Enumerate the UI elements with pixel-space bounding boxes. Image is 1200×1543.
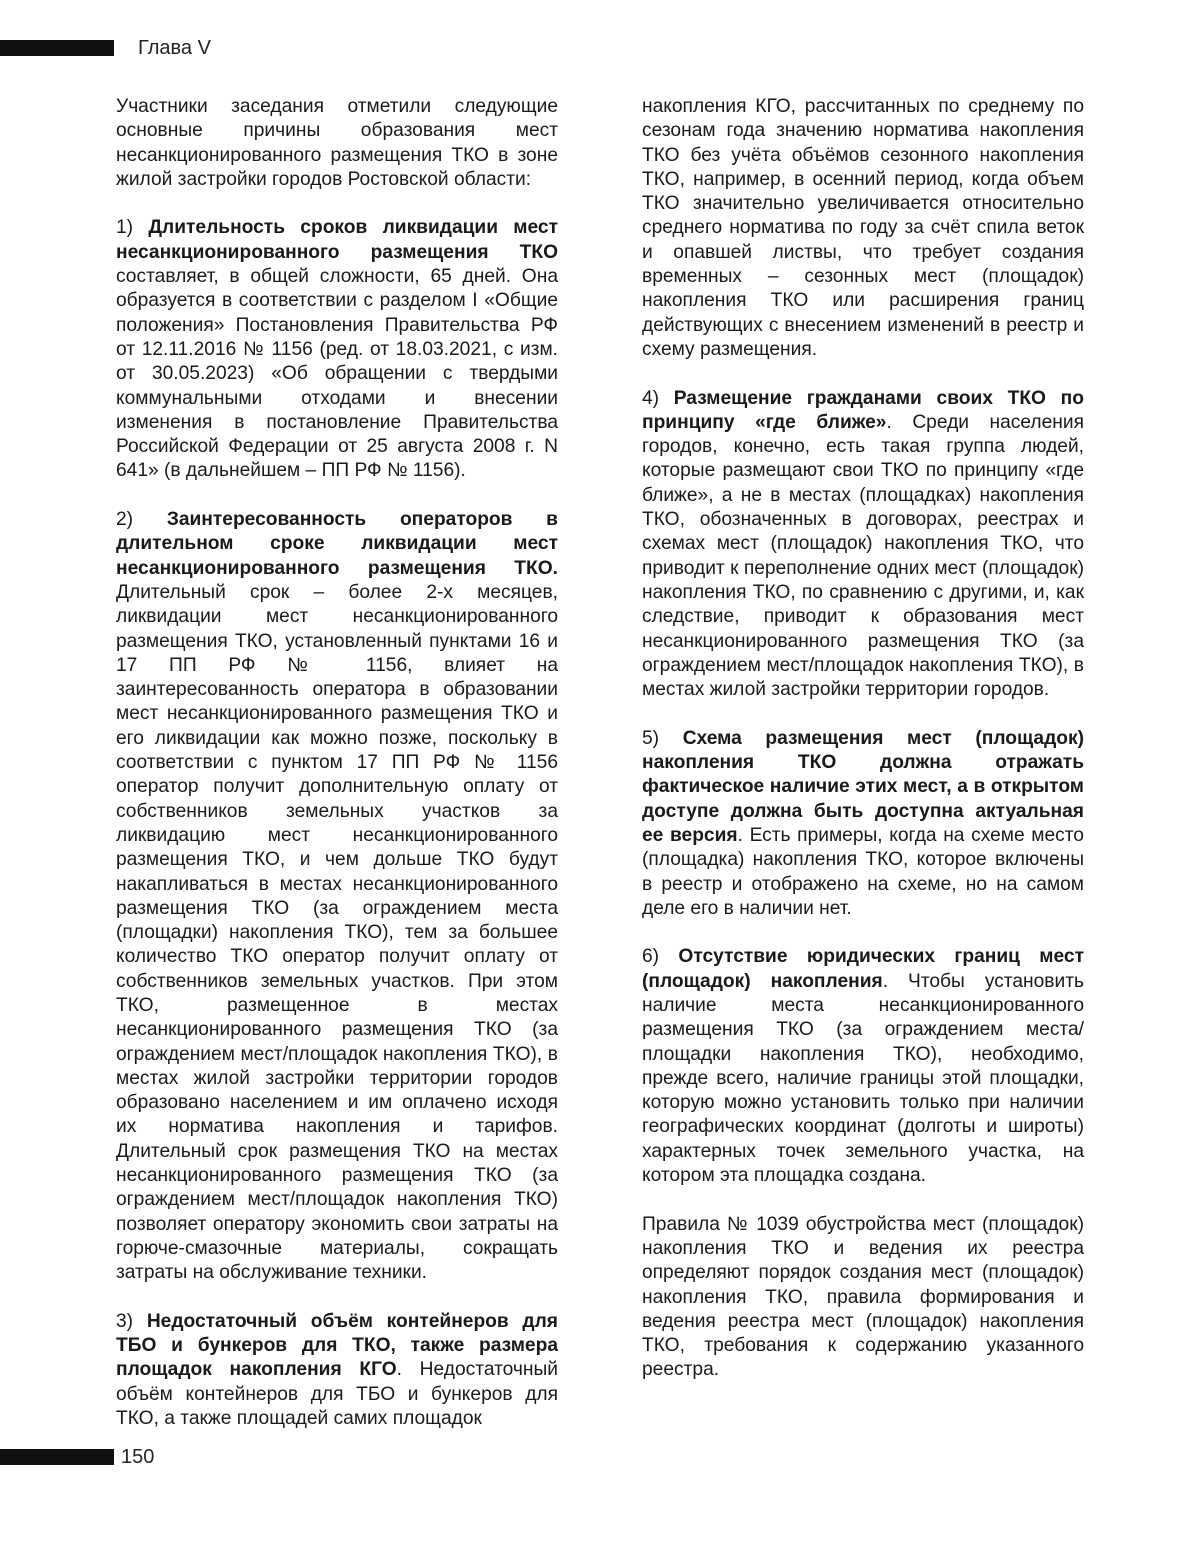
item-1 [116,216,558,483]
item-2-title: Заинтересованность операторов в длительном сроке ликвидации мест несанкционированного размещения ТКО. [116,509,558,579]
chapter-title: Глава V [138,37,211,59]
footer-bar [0,1449,114,1465]
item-2-text: Длительный срок – более 2-х месяцев, ликвидации мест несанкционированного размещения ТКО, установленный пунктами 16 и 17 ПП РФ № 1156, влияет на заинтересованность оператора в образовании мест несанкционированного размещения ТКО и его ликвидации как можно позже, поскольку в соответствии с пунктом 17 ПП РФ № 1156 оператор получит дополнительную оплату от собственников земельных участков за ликвидацию мест несанкционированного размещения ТКО, и чем дольше ТКО будут накапливаться в местах несанкционированного размещения ТКО (за ограждением места (площадки) накопления ТКО), тем за большее количество ТКО оператор получит оплату от собственников земельных участков. При этом ТКО, размещенное в местах несанкционированного размещения ТКО (за ограждением мест/площадок накопления ТКО), в местах жилой застройки территории городов образовано населением и им оплачено исходя их норматива накопления и тарифов. Длительный срок размещения ТКО на местах несанкционированного размещения ТКО (за ограждением мест/площадок накопления ТКО) позволяет оператору экономить свои затраты на горюче-смазочные материалы, сокращать затраты на обслуживание техники. [116,581,558,1284]
item-4-text: . Среди населения городов, конечно, есть такая группа людей, которые размещают свои ТКО по принципу «где ближе», а не в местах (площадках) накопления ТКО, обозначенных в договорах, реестрах и схемах мест (площадок) накопления ТКО, что приводит к переполнение одних мест (площадок) накопления ТКО, по сравнению с другими, и, как следствие, приводит к образования мест несанкционированного размещения ТКО (за ограждением мест/площадок накопления ТКО), в местах жилой застройки территории городов. [642,411,1085,701]
item-1-title: Длительность сроков ликвидации мест несанкционированного размещения ТКО [116,217,558,263]
closing-paragraph: Правила № 1039 обустройства мест (площадок) накопления ТКО и ведения их реестра определяют порядок создания мест (площадок) накопления ТКО, правила формирования и ведения реестра мест (площадок) накопления ТКО, требования к содержанию указанного реестра. [642,1213,1084,1381]
item-1-text: составляет, в общей сложности, 65 дней. Она образуется в соответствии с разделом I «Общие положения» Постановления Правительства РФ от 12.11.2016 № 1156 (ред. от 18.03.2021, с изм. от 30.05.2023) «Об обращении с твердыми коммунальными отходами и внесении изменения в постановление Правительства Российской Федерации от 25 августа 2008 г. N 641» (в дальнейшем – ПП РФ № 1156). [116,266,558,482]
right-column [642,95,1084,1407]
item-2-number: 2) [116,509,134,531]
item-6-number: 6) [642,946,660,968]
header-bar [0,40,114,56]
item-4-number: 4) [642,387,660,409]
item-3-text: . Недостаточный объём контейнеров для ТБО и бункеров для ТКО, а также площадей самих площадок [116,1359,558,1430]
item-5 [642,727,1084,921]
item-6 [642,945,1084,1188]
item-6-text: . Чтобы установить наличие места несанкционированного размещения ТКО (за ограждением места/площадки накопления ТКО), необходимо, прежде всего, наличие границы этой площадки, которую можно установить только при наличии географических координат (долготы и широты) характерных точек земельного участка, на котором эта площадка создана. [642,970,1084,1187]
left-column [116,95,558,1456]
item-1-number: 1) [116,217,134,239]
item-3 [116,1310,558,1431]
intro-paragraph: Участники заседания отметили следующие основные причины образования мест несанкционированного размещения ТКО в зоне жилой застройки городов Ростовской области: [116,96,558,190]
item-3-continuation: накопления КГО, рассчитанных по среднему по сезонам года значению норматива накопления ТКО без учёта объёмов сезонного накопления ТКО, например, в осенний период, когда объем ТКО значительно увеличивается относительно среднего норматива по году за счёт спила веток и опавшей листвы, что требует создания временных – сезонных мест (площадок) накопления ТКО или расширения границ действующих с внесением изменений в реестр и схему размещения. [642,96,1084,360]
item-5-text: . Есть примеры, когда на схеме место (площадка) накопления ТКО, которое включены в реестр и отображено на схеме, но на самом деле его в наличии нет. [642,824,1084,919]
item-2 [116,508,558,1286]
page-number: 150 [121,1446,155,1468]
item-4-title: Размещение гражданами своих ТКО по принципу «где ближе» [642,387,1084,433]
item-3-number: 3) [116,1310,134,1332]
item-5-title: Схема размещения мест (площадок) накопления ТКО должна отражать фактическое наличие этих мест, а в открытом доступе должна быть доступна актуальная ее версия [642,727,1084,846]
item-3-title: Недостаточный объём контейнеров для ТБО и бункеров для ТКО, также размера площадок накопления КГО [116,1310,558,1381]
item-6-title: Отсутствие юридических границ мест (площадок) накопления [642,946,1084,992]
item-4 [642,387,1084,703]
item-5-number: 5) [642,727,660,749]
